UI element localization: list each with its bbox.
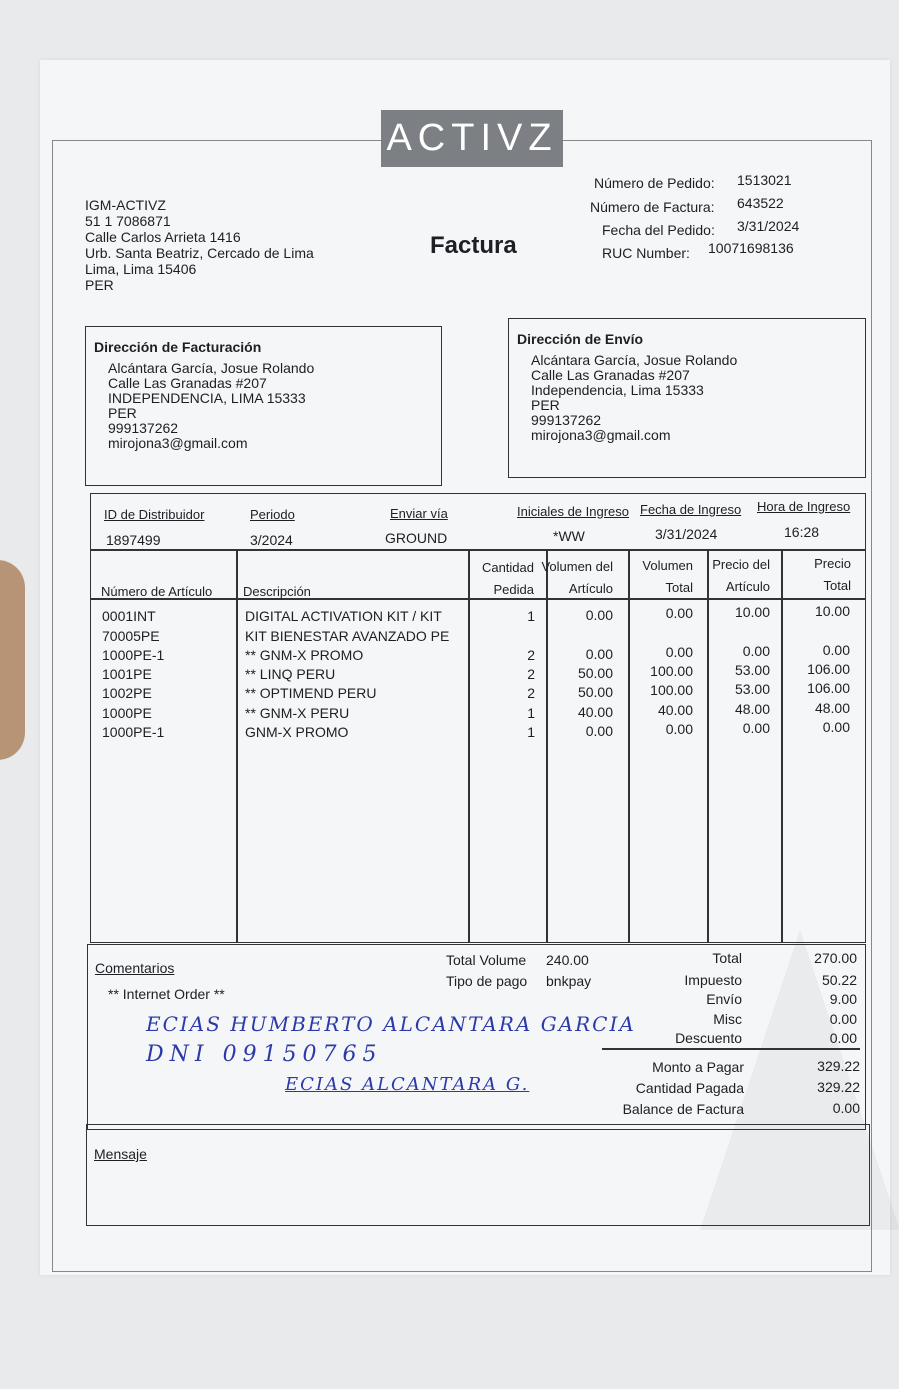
- qty-header-2: Pedida: [493, 582, 534, 597]
- item-cell-vtot: 40.00: [657, 702, 693, 718]
- activz-logo: ACTIVZ: [381, 110, 563, 167]
- billing-line: 999137262: [108, 420, 179, 436]
- handwritten-name: ECIAS HUMBERTO ALCANTARA GARCIA: [146, 1012, 636, 1036]
- payment-type-value: bnkpay: [546, 973, 592, 989]
- comments-title: Comentarios: [95, 960, 175, 976]
- entry-date-value: 3/31/2024: [655, 526, 718, 542]
- distributor-id-header: ID de Distribuidor: [104, 507, 205, 522]
- entry-time-value: 16:28: [784, 524, 820, 540]
- entry-time-header: Hora de Ingreso: [757, 499, 851, 514]
- billing-lines: [108, 361, 314, 451]
- item-cell-vol: 0.00: [585, 646, 613, 662]
- item-cell-vtot: 0.00: [665, 721, 693, 737]
- order-number-label: Número de Pedido:: [594, 175, 715, 191]
- handwritten-signature: ECIAS ALCANTARA G.: [285, 1074, 530, 1095]
- totals-value: 0.00: [829, 1011, 857, 1027]
- item-cell-price: 48.00: [734, 701, 770, 717]
- billing-line: PER: [108, 405, 137, 421]
- company-address: [85, 197, 314, 293]
- totals-value: 0.00: [829, 1030, 857, 1046]
- payment-label: Monto a Pagar: [652, 1059, 744, 1075]
- table-divider: [90, 549, 865, 551]
- payment-value: 329.22: [817, 1058, 860, 1074]
- company-line: Calle Carlos Arrieta 1416: [85, 229, 241, 245]
- ship-via-value: GROUND: [385, 530, 448, 546]
- item-cell-price: 10.00: [734, 604, 770, 620]
- column-divider: [236, 549, 238, 942]
- item-number-header: Número de Artículo: [101, 584, 213, 599]
- shipping-line: Independencia, Lima 15333: [531, 382, 704, 398]
- item-cell-desc: KIT BIENESTAR AVANZADO PE: [245, 628, 450, 644]
- item-cell-price: 53.00: [734, 681, 770, 697]
- item-cell-item: 1000PE-1: [102, 724, 165, 740]
- item-cell-qty: 2: [527, 666, 535, 682]
- item-cell-desc: ** OPTIMEND PERU: [245, 685, 377, 701]
- ruc-value: 10071698136: [708, 240, 794, 256]
- ruc-label: RUC Number:: [602, 245, 690, 261]
- total-volume-label: Total Volume: [446, 952, 527, 968]
- billing-line: mirojona3@gmail.com: [108, 435, 248, 451]
- billing-line: Alcántara García, Josue Rolando: [108, 360, 315, 376]
- item-cell-vol: 40.00: [577, 704, 613, 720]
- item-cell-item: 1000PE-1: [102, 647, 165, 663]
- comments-text: ** Internet Order **: [108, 986, 225, 1002]
- invoice-number-label: Número de Factura:: [590, 199, 715, 215]
- item-cell-price: 0.00: [742, 720, 770, 736]
- payment-label: Cantidad Pagada: [635, 1080, 744, 1096]
- shipping-line: mirojona3@gmail.com: [531, 427, 671, 443]
- shipping-line: PER: [531, 397, 560, 413]
- billing-address-box: [85, 326, 442, 486]
- totals-label: Total: [712, 950, 742, 966]
- item-cell-price: 0.00: [742, 643, 770, 659]
- shipping-line: Calle Las Granadas #207: [531, 367, 690, 383]
- item-cell-ptot: 0.00: [822, 719, 850, 735]
- company-line: Urb. Santa Beatriz, Cercado de Lima: [85, 245, 314, 261]
- item-cell-qty: 1: [527, 608, 535, 624]
- item-cell-vtot: 0.00: [665, 605, 693, 621]
- item-cell-item: 1000PE: [102, 705, 152, 721]
- item-cell-desc: DIGITAL ACTIVATION KIT / KIT: [245, 608, 442, 624]
- item-cell-vol: 0.00: [585, 723, 613, 739]
- item-cell-desc: GNM-X PROMO: [245, 724, 349, 740]
- price-header-1: Precio del: [712, 557, 770, 572]
- payment-value: 0.00: [832, 1100, 860, 1116]
- payment-type-label: Tipo de pago: [446, 973, 528, 989]
- item-cell-item: 1002PE: [102, 685, 152, 701]
- item-cell-desc: ** LINQ PERU: [245, 666, 336, 682]
- payment-value: 329.22: [817, 1079, 860, 1095]
- totals-value: 9.00: [829, 991, 857, 1007]
- company-line: IGM-ACTIVZ: [85, 197, 166, 213]
- totals-label: Descuento: [675, 1030, 742, 1046]
- thumb: [0, 560, 25, 760]
- item-cell-vtot: 100.00: [650, 663, 693, 679]
- billing-line: Calle Las Granadas #207: [108, 375, 267, 391]
- item-cell-vol: 0.00: [585, 607, 613, 623]
- vtot-header-2: Total: [665, 580, 693, 595]
- entry-date-header: Fecha de Ingreso: [640, 502, 742, 517]
- vtot-header-1: Volumen: [642, 558, 693, 573]
- total-volume-value: 240.00: [546, 952, 589, 968]
- ptot-header-1: Precio: [814, 556, 851, 571]
- totals-value: 50.22: [821, 972, 857, 988]
- item-cell-vtot: 0.00: [665, 644, 693, 660]
- shipping-address-box: [508, 318, 866, 478]
- totals-value: 270.00: [814, 950, 857, 966]
- item-cell-ptot: 106.00: [807, 680, 850, 696]
- shipping-line: 999137262: [531, 412, 602, 428]
- shipping-title: Dirección de Envío: [517, 331, 644, 347]
- order-date-value: 3/31/2024: [737, 218, 800, 234]
- price-header-2: Artículo: [725, 579, 770, 594]
- message-title: Mensaje: [94, 1146, 147, 1162]
- company-line: PER: [85, 277, 114, 293]
- message-box: [86, 1124, 870, 1226]
- totals-label: Envío: [706, 991, 742, 1007]
- item-cell-price: 53.00: [734, 662, 770, 678]
- item-cell-ptot: 106.00: [807, 661, 850, 677]
- distributor-id-value: 1897499: [106, 532, 161, 548]
- period-value: 3/2024: [250, 532, 293, 548]
- item-cell-qty: 1: [527, 724, 535, 740]
- order-number-value: 1513021: [737, 172, 792, 188]
- item-cell-qty: 2: [527, 647, 535, 663]
- invoice-number-value: 643522: [737, 195, 784, 211]
- item-cell-ptot: 0.00: [822, 642, 850, 658]
- handwritten-dni: DNI 09150765: [146, 1042, 383, 1067]
- billing-line: INDEPENDENCIA, LIMA 15333: [108, 390, 306, 406]
- item-cell-ptot: 10.00: [814, 603, 850, 619]
- item-cell-qty: 2: [527, 685, 535, 701]
- entry-initials-header: Iniciales de Ingreso: [517, 504, 630, 519]
- summary-box: [87, 944, 866, 1130]
- table-divider: [468, 598, 865, 600]
- item-cell-vtot: 100.00: [650, 682, 693, 698]
- item-cell-vol: 50.00: [577, 684, 613, 700]
- order-date-label: Fecha del Pedido:: [602, 222, 715, 238]
- item-cell-qty: 1: [527, 705, 535, 721]
- item-cell-ptot: 48.00: [814, 700, 850, 716]
- period-header: Periodo: [250, 507, 295, 522]
- description-header: Descripción: [243, 584, 311, 599]
- totals-label: Misc: [713, 1011, 742, 1027]
- item-cell-vol: 50.00: [577, 665, 613, 681]
- item-cell-item: 70005PE: [102, 628, 160, 644]
- totals-divider: [602, 1048, 860, 1050]
- billing-title: Dirección de Facturación: [94, 339, 262, 355]
- shipping-line: Alcántara García, Josue Rolando: [531, 352, 738, 368]
- item-cell-item: 1001PE: [102, 666, 152, 682]
- document-title: Factura: [430, 232, 517, 259]
- payment-label: Balance de Factura: [622, 1101, 744, 1117]
- qty-header-1: Cantidad: [481, 560, 534, 575]
- entry-initials-value: *WW: [553, 528, 585, 544]
- ship-via-header: Enviar vía: [390, 506, 448, 521]
- vol-header-2: Artículo: [568, 581, 613, 596]
- vol-header-1: Volumen del: [541, 559, 613, 574]
- shipping-lines: [531, 353, 737, 443]
- totals-label: Impuesto: [684, 972, 742, 988]
- company-line: Lima, Lima 15406: [85, 261, 197, 277]
- company-line: 51 1 7086871: [85, 213, 171, 229]
- item-cell-desc: ** GNM-X PERU: [245, 705, 350, 721]
- item-cell-desc: ** GNM-X PROMO: [245, 647, 364, 663]
- ptot-header-2: Total: [823, 578, 851, 593]
- item-cell-item: 0001INT: [102, 608, 156, 624]
